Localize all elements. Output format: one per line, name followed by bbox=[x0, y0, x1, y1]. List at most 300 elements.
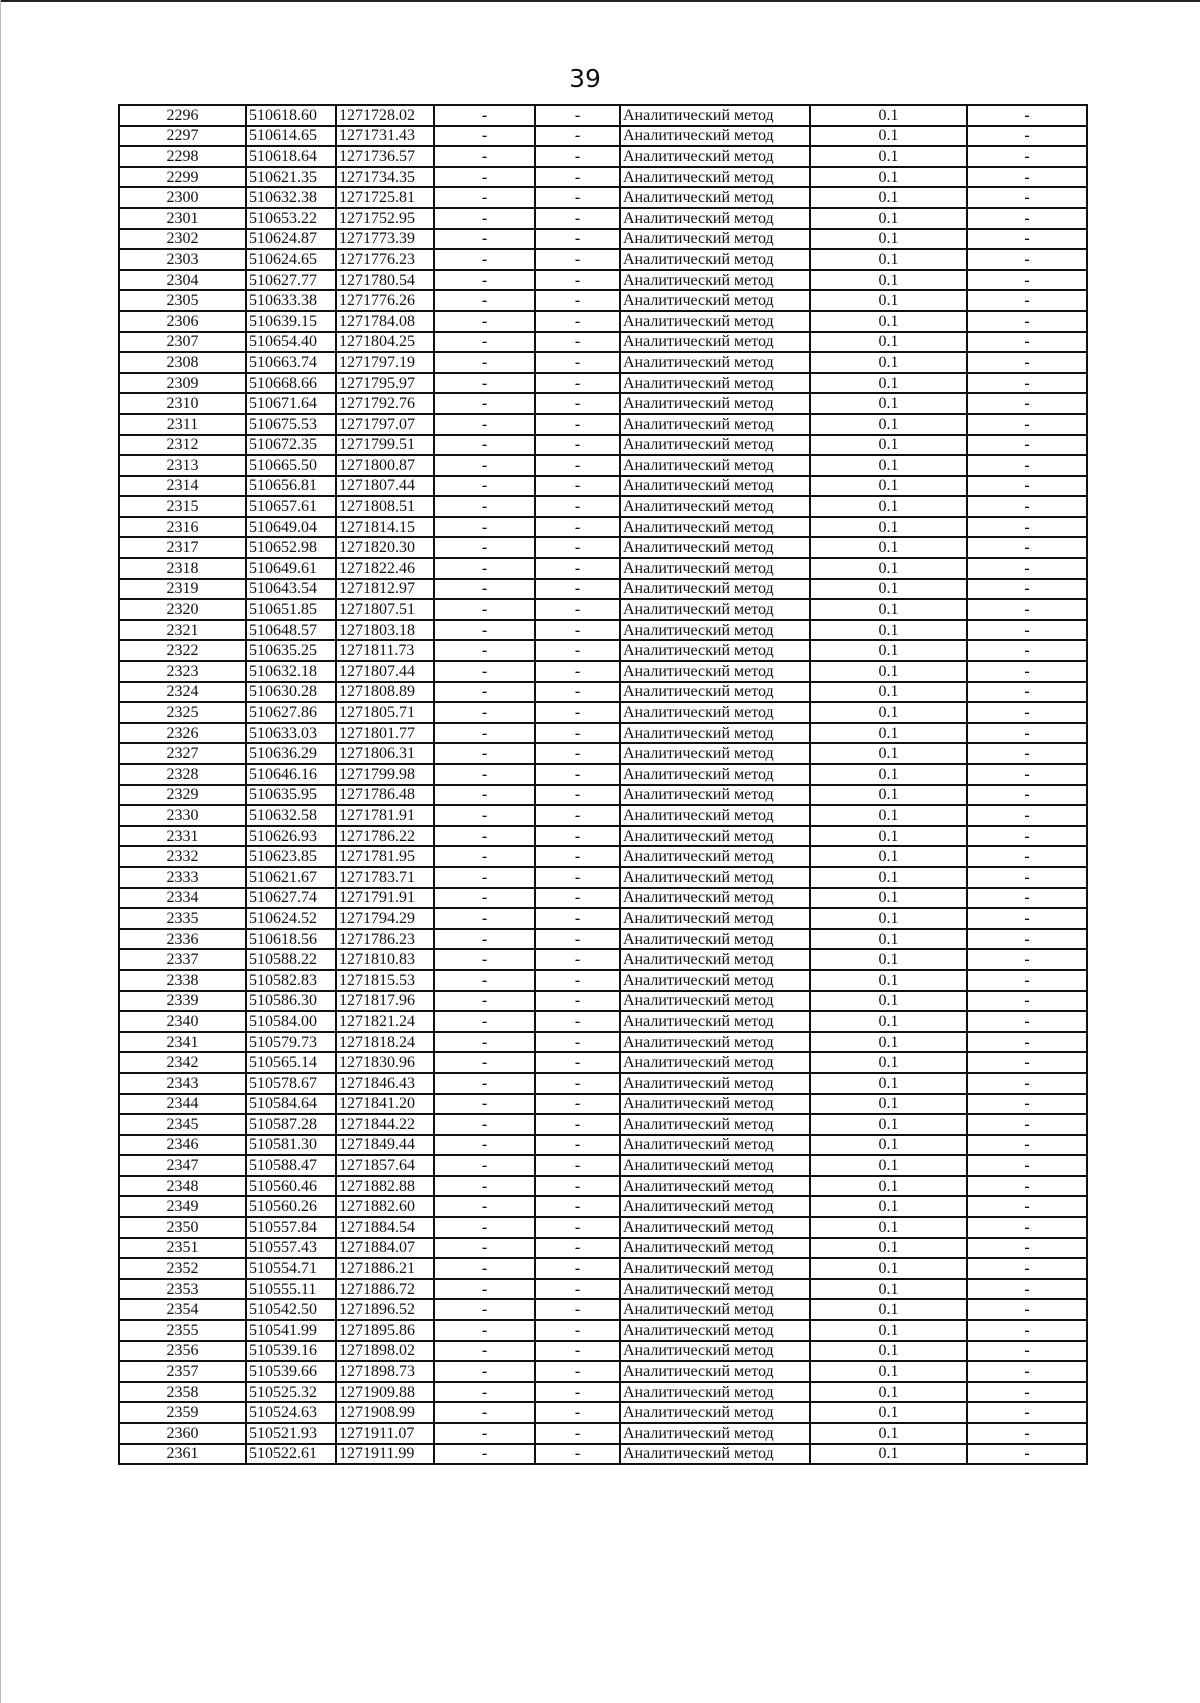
dash-cell: - bbox=[535, 867, 620, 888]
accuracy-cell: 0.1 bbox=[810, 764, 967, 785]
dash-cell: - bbox=[967, 1382, 1087, 1403]
dash-cell: - bbox=[967, 1073, 1087, 1094]
point-number-cell: 2296 bbox=[119, 105, 246, 126]
y-coordinate-cell: 1271886.72 bbox=[336, 1279, 434, 1300]
dash-cell: - bbox=[434, 105, 535, 126]
dash-cell: - bbox=[535, 414, 620, 435]
dash-cell: - bbox=[434, 373, 535, 394]
method-cell: Аналитический метод bbox=[620, 640, 810, 661]
table-row bbox=[119, 373, 1087, 394]
point-number-cell: 2305 bbox=[119, 290, 246, 311]
accuracy-cell: 0.1 bbox=[810, 1258, 967, 1279]
x-coordinate-cell: 510627.77 bbox=[246, 270, 336, 291]
point-number-cell: 2330 bbox=[119, 805, 246, 826]
dash-cell: - bbox=[434, 537, 535, 558]
dash-cell: - bbox=[967, 1032, 1087, 1053]
x-coordinate-cell: 510671.64 bbox=[246, 393, 336, 414]
table-row bbox=[119, 311, 1087, 332]
dash-cell: - bbox=[967, 270, 1087, 291]
dash-cell: - bbox=[967, 743, 1087, 764]
table-row bbox=[119, 1258, 1087, 1279]
dash-cell: - bbox=[434, 126, 535, 147]
y-coordinate-cell: 1271792.76 bbox=[336, 393, 434, 414]
table-row bbox=[119, 723, 1087, 744]
y-coordinate-cell: 1271797.19 bbox=[336, 352, 434, 373]
dash-cell: - bbox=[967, 1423, 1087, 1444]
y-coordinate-cell: 1271898.02 bbox=[336, 1341, 434, 1362]
method-cell: Аналитический метод bbox=[620, 1299, 810, 1320]
dash-cell: - bbox=[434, 1382, 535, 1403]
point-number-cell: 2317 bbox=[119, 537, 246, 558]
y-coordinate-cell: 1271821.24 bbox=[336, 1011, 434, 1032]
accuracy-cell: 0.1 bbox=[810, 249, 967, 270]
method-cell: Аналитический метод bbox=[620, 702, 810, 723]
dash-cell: - bbox=[434, 949, 535, 970]
dash-cell: - bbox=[967, 208, 1087, 229]
accuracy-cell: 0.1 bbox=[810, 105, 967, 126]
table-row bbox=[119, 1382, 1087, 1403]
dash-cell: - bbox=[967, 393, 1087, 414]
dash-cell: - bbox=[967, 146, 1087, 167]
accuracy-cell: 0.1 bbox=[810, 1444, 967, 1465]
point-number-cell: 2354 bbox=[119, 1299, 246, 1320]
method-cell: Аналитический метод bbox=[620, 558, 810, 579]
dash-cell: - bbox=[434, 1196, 535, 1217]
x-coordinate-cell: 510635.25 bbox=[246, 640, 336, 661]
accuracy-cell: 0.1 bbox=[810, 1011, 967, 1032]
table-row bbox=[119, 579, 1087, 600]
dash-cell: - bbox=[967, 991, 1087, 1012]
point-number-cell: 2348 bbox=[119, 1176, 246, 1197]
dash-cell: - bbox=[434, 1238, 535, 1259]
point-number-cell: 2336 bbox=[119, 929, 246, 950]
point-number-cell: 2322 bbox=[119, 640, 246, 661]
point-number-cell: 2341 bbox=[119, 1032, 246, 1053]
method-cell: Аналитический метод bbox=[620, 332, 810, 353]
point-number-cell: 2312 bbox=[119, 435, 246, 456]
y-coordinate-cell: 1271799.51 bbox=[336, 435, 434, 456]
dash-cell: - bbox=[434, 208, 535, 229]
x-coordinate-cell: 510582.83 bbox=[246, 970, 336, 991]
dash-cell: - bbox=[434, 167, 535, 188]
table-row bbox=[119, 764, 1087, 785]
x-coordinate-cell: 510633.38 bbox=[246, 290, 336, 311]
dash-cell: - bbox=[434, 1114, 535, 1135]
accuracy-cell: 0.1 bbox=[810, 579, 967, 600]
x-coordinate-cell: 510621.67 bbox=[246, 867, 336, 888]
method-cell: Аналитический метод bbox=[620, 620, 810, 641]
dash-cell: - bbox=[967, 805, 1087, 826]
dash-cell: - bbox=[535, 187, 620, 208]
dash-cell: - bbox=[535, 723, 620, 744]
point-number-cell: 2335 bbox=[119, 908, 246, 929]
point-number-cell: 2319 bbox=[119, 579, 246, 600]
method-cell: Аналитический метод bbox=[620, 1135, 810, 1156]
dash-cell: - bbox=[967, 187, 1087, 208]
dash-cell: - bbox=[967, 1444, 1087, 1465]
point-number-cell: 2298 bbox=[119, 146, 246, 167]
dash-cell: - bbox=[967, 579, 1087, 600]
dash-cell: - bbox=[967, 908, 1087, 929]
dash-cell: - bbox=[434, 785, 535, 806]
x-coordinate-cell: 510539.16 bbox=[246, 1341, 336, 1362]
accuracy-cell: 0.1 bbox=[810, 270, 967, 291]
accuracy-cell: 0.1 bbox=[810, 970, 967, 991]
point-number-cell: 2346 bbox=[119, 1135, 246, 1156]
accuracy-cell: 0.1 bbox=[810, 1052, 967, 1073]
x-coordinate-cell: 510588.22 bbox=[246, 949, 336, 970]
method-cell: Аналитический метод bbox=[620, 826, 810, 847]
y-coordinate-cell: 1271909.88 bbox=[336, 1382, 434, 1403]
dash-cell: - bbox=[967, 249, 1087, 270]
table-row bbox=[119, 1032, 1087, 1053]
accuracy-cell: 0.1 bbox=[810, 332, 967, 353]
x-coordinate-cell: 510626.93 bbox=[246, 826, 336, 847]
accuracy-cell: 0.1 bbox=[810, 1094, 967, 1115]
dash-cell: - bbox=[434, 1155, 535, 1176]
dash-cell: - bbox=[434, 826, 535, 847]
method-cell: Аналитический метод bbox=[620, 208, 810, 229]
accuracy-cell: 0.1 bbox=[810, 1135, 967, 1156]
y-coordinate-cell: 1271884.54 bbox=[336, 1217, 434, 1238]
y-coordinate-cell: 1271807.44 bbox=[336, 476, 434, 497]
x-coordinate-cell: 510542.50 bbox=[246, 1299, 336, 1320]
y-coordinate-cell: 1271811.73 bbox=[336, 640, 434, 661]
table-row bbox=[119, 640, 1087, 661]
method-cell: Аналитический метод bbox=[620, 785, 810, 806]
dash-cell: - bbox=[967, 105, 1087, 126]
x-coordinate-cell: 510624.65 bbox=[246, 249, 336, 270]
table-row bbox=[119, 1176, 1087, 1197]
dash-cell: - bbox=[535, 991, 620, 1012]
accuracy-cell: 0.1 bbox=[810, 373, 967, 394]
point-number-cell: 2349 bbox=[119, 1196, 246, 1217]
dash-cell: - bbox=[967, 1052, 1087, 1073]
dash-cell: - bbox=[535, 476, 620, 497]
accuracy-cell: 0.1 bbox=[810, 126, 967, 147]
table-row bbox=[119, 455, 1087, 476]
table-row bbox=[119, 599, 1087, 620]
x-coordinate-cell: 510643.54 bbox=[246, 579, 336, 600]
method-cell: Аналитический метод bbox=[620, 743, 810, 764]
x-coordinate-cell: 510654.40 bbox=[246, 332, 336, 353]
y-coordinate-cell: 1271820.30 bbox=[336, 537, 434, 558]
accuracy-cell: 0.1 bbox=[810, 1341, 967, 1362]
x-coordinate-cell: 510635.95 bbox=[246, 785, 336, 806]
dash-cell: - bbox=[967, 764, 1087, 785]
dash-cell: - bbox=[434, 1073, 535, 1094]
accuracy-cell: 0.1 bbox=[810, 991, 967, 1012]
y-coordinate-cell: 1271725.81 bbox=[336, 187, 434, 208]
accuracy-cell: 0.1 bbox=[810, 455, 967, 476]
method-cell: Аналитический метод bbox=[620, 579, 810, 600]
y-coordinate-cell: 1271776.26 bbox=[336, 290, 434, 311]
page-number: 39 bbox=[569, 64, 601, 93]
x-coordinate-cell: 510657.61 bbox=[246, 496, 336, 517]
y-coordinate-cell: 1271806.31 bbox=[336, 743, 434, 764]
y-coordinate-cell: 1271795.97 bbox=[336, 373, 434, 394]
y-coordinate-cell: 1271731.43 bbox=[336, 126, 434, 147]
accuracy-cell: 0.1 bbox=[810, 290, 967, 311]
y-coordinate-cell: 1271808.89 bbox=[336, 682, 434, 703]
point-number-cell: 2331 bbox=[119, 826, 246, 847]
dash-cell: - bbox=[434, 908, 535, 929]
dash-cell: - bbox=[434, 805, 535, 826]
dash-cell: - bbox=[967, 517, 1087, 538]
point-number-cell: 2353 bbox=[119, 1279, 246, 1300]
dash-cell: - bbox=[535, 1279, 620, 1300]
x-coordinate-cell: 510633.03 bbox=[246, 723, 336, 744]
dash-cell: - bbox=[967, 1299, 1087, 1320]
y-coordinate-cell: 1271830.96 bbox=[336, 1052, 434, 1073]
dash-cell: - bbox=[535, 1444, 620, 1465]
dash-cell: - bbox=[967, 1279, 1087, 1300]
dash-cell: - bbox=[967, 1135, 1087, 1156]
dash-cell: - bbox=[535, 620, 620, 641]
accuracy-cell: 0.1 bbox=[810, 723, 967, 744]
dash-cell: - bbox=[434, 290, 535, 311]
method-cell: Аналитический метод bbox=[620, 1320, 810, 1341]
x-coordinate-cell: 510584.00 bbox=[246, 1011, 336, 1032]
point-number-cell: 2300 bbox=[119, 187, 246, 208]
x-coordinate-cell: 510665.50 bbox=[246, 455, 336, 476]
table-row bbox=[119, 1135, 1087, 1156]
dash-cell: - bbox=[967, 620, 1087, 641]
point-number-cell: 2345 bbox=[119, 1114, 246, 1135]
point-number-cell: 2337 bbox=[119, 949, 246, 970]
dash-cell: - bbox=[434, 1052, 535, 1073]
x-coordinate-cell: 510584.64 bbox=[246, 1094, 336, 1115]
method-cell: Аналитический метод bbox=[620, 846, 810, 867]
dash-cell: - bbox=[434, 743, 535, 764]
accuracy-cell: 0.1 bbox=[810, 229, 967, 250]
y-coordinate-cell: 1271803.18 bbox=[336, 620, 434, 641]
table-row bbox=[119, 661, 1087, 682]
table-row bbox=[119, 393, 1087, 414]
y-coordinate-cell: 1271791.91 bbox=[336, 888, 434, 909]
accuracy-cell: 0.1 bbox=[810, 1402, 967, 1423]
x-coordinate-cell: 510621.35 bbox=[246, 167, 336, 188]
dash-cell: - bbox=[967, 1341, 1087, 1362]
y-coordinate-cell: 1271849.44 bbox=[336, 1135, 434, 1156]
point-number-cell: 2361 bbox=[119, 1444, 246, 1465]
table-row bbox=[119, 476, 1087, 497]
method-cell: Аналитический метод bbox=[620, 496, 810, 517]
dash-cell: - bbox=[535, 393, 620, 414]
dash-cell: - bbox=[434, 599, 535, 620]
table-row bbox=[119, 1011, 1087, 1032]
method-cell: Аналитический метод bbox=[620, 970, 810, 991]
dash-cell: - bbox=[535, 311, 620, 332]
dash-cell: - bbox=[967, 785, 1087, 806]
y-coordinate-cell: 1271911.99 bbox=[336, 1444, 434, 1465]
point-number-cell: 2313 bbox=[119, 455, 246, 476]
x-coordinate-cell: 510653.22 bbox=[246, 208, 336, 229]
x-coordinate-cell: 510521.93 bbox=[246, 1423, 336, 1444]
point-number-cell: 2356 bbox=[119, 1341, 246, 1362]
table-row bbox=[119, 1341, 1087, 1362]
dash-cell: - bbox=[967, 126, 1087, 147]
dash-cell: - bbox=[535, 146, 620, 167]
accuracy-cell: 0.1 bbox=[810, 949, 967, 970]
dash-cell: - bbox=[434, 496, 535, 517]
x-coordinate-cell: 510624.87 bbox=[246, 229, 336, 250]
y-coordinate-cell: 1271844.22 bbox=[336, 1114, 434, 1135]
dash-cell: - bbox=[434, 929, 535, 950]
point-number-cell: 2329 bbox=[119, 785, 246, 806]
method-cell: Аналитический метод bbox=[620, 270, 810, 291]
point-number-cell: 2316 bbox=[119, 517, 246, 538]
table-row bbox=[119, 888, 1087, 909]
y-coordinate-cell: 1271794.29 bbox=[336, 908, 434, 929]
accuracy-cell: 0.1 bbox=[810, 702, 967, 723]
method-cell: Аналитический метод bbox=[620, 661, 810, 682]
method-cell: Аналитический метод bbox=[620, 1279, 810, 1300]
y-coordinate-cell: 1271728.02 bbox=[336, 105, 434, 126]
point-number-cell: 2326 bbox=[119, 723, 246, 744]
dash-cell: - bbox=[535, 640, 620, 661]
accuracy-cell: 0.1 bbox=[810, 682, 967, 703]
dash-cell: - bbox=[434, 558, 535, 579]
table-row bbox=[119, 229, 1087, 250]
dash-cell: - bbox=[967, 682, 1087, 703]
dash-cell: - bbox=[535, 435, 620, 456]
y-coordinate-cell: 1271781.91 bbox=[336, 805, 434, 826]
dash-cell: - bbox=[967, 167, 1087, 188]
dash-cell: - bbox=[967, 290, 1087, 311]
table-row bbox=[119, 290, 1087, 311]
x-coordinate-cell: 510630.28 bbox=[246, 682, 336, 703]
method-cell: Аналитический метод bbox=[620, 867, 810, 888]
point-number-cell: 2301 bbox=[119, 208, 246, 229]
dash-cell: - bbox=[434, 1032, 535, 1053]
y-coordinate-cell: 1271804.25 bbox=[336, 332, 434, 353]
y-coordinate-cell: 1271886.21 bbox=[336, 1258, 434, 1279]
method-cell: Аналитический метод bbox=[620, 1114, 810, 1135]
dash-cell: - bbox=[967, 640, 1087, 661]
dash-cell: - bbox=[967, 1094, 1087, 1115]
accuracy-cell: 0.1 bbox=[810, 743, 967, 764]
x-coordinate-cell: 510656.81 bbox=[246, 476, 336, 497]
y-coordinate-cell: 1271810.83 bbox=[336, 949, 434, 970]
y-coordinate-cell: 1271911.07 bbox=[336, 1423, 434, 1444]
dash-cell: - bbox=[535, 579, 620, 600]
table-row bbox=[119, 702, 1087, 723]
y-coordinate-cell: 1271799.98 bbox=[336, 764, 434, 785]
table-row bbox=[119, 1196, 1087, 1217]
y-coordinate-cell: 1271786.23 bbox=[336, 929, 434, 950]
method-cell: Аналитический метод bbox=[620, 723, 810, 744]
y-coordinate-cell: 1271841.20 bbox=[336, 1094, 434, 1115]
dash-cell: - bbox=[535, 764, 620, 785]
point-number-cell: 2302 bbox=[119, 229, 246, 250]
y-coordinate-cell: 1271797.07 bbox=[336, 414, 434, 435]
y-coordinate-cell: 1271784.08 bbox=[336, 311, 434, 332]
accuracy-cell: 0.1 bbox=[810, 888, 967, 909]
dash-cell: - bbox=[535, 373, 620, 394]
method-cell: Аналитический метод bbox=[620, 1423, 810, 1444]
accuracy-cell: 0.1 bbox=[810, 1299, 967, 1320]
method-cell: Аналитический метод bbox=[620, 991, 810, 1012]
point-number-cell: 2340 bbox=[119, 1011, 246, 1032]
x-coordinate-cell: 510627.74 bbox=[246, 888, 336, 909]
table-row bbox=[119, 846, 1087, 867]
dash-cell: - bbox=[535, 1155, 620, 1176]
table-row bbox=[119, 1073, 1087, 1094]
x-coordinate-cell: 510632.18 bbox=[246, 661, 336, 682]
point-number-cell: 2328 bbox=[119, 764, 246, 785]
accuracy-cell: 0.1 bbox=[810, 167, 967, 188]
dash-cell: - bbox=[535, 455, 620, 476]
dash-cell: - bbox=[434, 867, 535, 888]
accuracy-cell: 0.1 bbox=[810, 1361, 967, 1382]
x-coordinate-cell: 510587.28 bbox=[246, 1114, 336, 1135]
table-row bbox=[119, 949, 1087, 970]
method-cell: Аналитический метод bbox=[620, 229, 810, 250]
table-row bbox=[119, 1320, 1087, 1341]
x-coordinate-cell: 510579.73 bbox=[246, 1032, 336, 1053]
dash-cell: - bbox=[967, 723, 1087, 744]
dash-cell: - bbox=[535, 1052, 620, 1073]
x-coordinate-cell: 510539.66 bbox=[246, 1361, 336, 1382]
dash-cell: - bbox=[967, 702, 1087, 723]
x-coordinate-cell: 510618.64 bbox=[246, 146, 336, 167]
dash-cell: - bbox=[967, 970, 1087, 991]
table-row bbox=[119, 1423, 1087, 1444]
y-coordinate-cell: 1271773.39 bbox=[336, 229, 434, 250]
dash-cell: - bbox=[535, 599, 620, 620]
dash-cell: - bbox=[535, 352, 620, 373]
table-row bbox=[119, 682, 1087, 703]
x-coordinate-cell: 510652.98 bbox=[246, 537, 336, 558]
dash-cell: - bbox=[967, 1217, 1087, 1238]
table-row bbox=[119, 249, 1087, 270]
point-number-cell: 2350 bbox=[119, 1217, 246, 1238]
dash-cell: - bbox=[535, 1073, 620, 1094]
dash-cell: - bbox=[967, 599, 1087, 620]
y-coordinate-cell: 1271786.22 bbox=[336, 826, 434, 847]
dash-cell: - bbox=[434, 146, 535, 167]
point-number-cell: 2303 bbox=[119, 249, 246, 270]
dash-cell: - bbox=[434, 1423, 535, 1444]
dash-cell: - bbox=[434, 579, 535, 600]
method-cell: Аналитический метод bbox=[620, 1052, 810, 1073]
dash-cell: - bbox=[967, 1238, 1087, 1259]
method-cell: Аналитический метод bbox=[620, 1341, 810, 1362]
method-cell: Аналитический метод bbox=[620, 290, 810, 311]
accuracy-cell: 0.1 bbox=[810, 620, 967, 641]
method-cell: Аналитический метод bbox=[620, 435, 810, 456]
x-coordinate-cell: 510648.57 bbox=[246, 620, 336, 641]
method-cell: Аналитический метод bbox=[620, 1382, 810, 1403]
method-cell: Аналитический метод bbox=[620, 537, 810, 558]
x-coordinate-cell: 510646.16 bbox=[246, 764, 336, 785]
method-cell: Аналитический метод bbox=[620, 393, 810, 414]
y-coordinate-cell: 1271781.95 bbox=[336, 846, 434, 867]
x-coordinate-cell: 510672.35 bbox=[246, 435, 336, 456]
dash-cell: - bbox=[967, 229, 1087, 250]
dash-cell: - bbox=[967, 332, 1087, 353]
accuracy-cell: 0.1 bbox=[810, 1155, 967, 1176]
dash-cell: - bbox=[967, 311, 1087, 332]
y-coordinate-cell: 1271884.07 bbox=[336, 1238, 434, 1259]
table-row bbox=[119, 1155, 1087, 1176]
table-row bbox=[119, 537, 1087, 558]
point-number-cell: 2342 bbox=[119, 1052, 246, 1073]
method-cell: Аналитический метод bbox=[620, 1196, 810, 1217]
dash-cell: - bbox=[967, 846, 1087, 867]
y-coordinate-cell: 1271898.73 bbox=[336, 1361, 434, 1382]
